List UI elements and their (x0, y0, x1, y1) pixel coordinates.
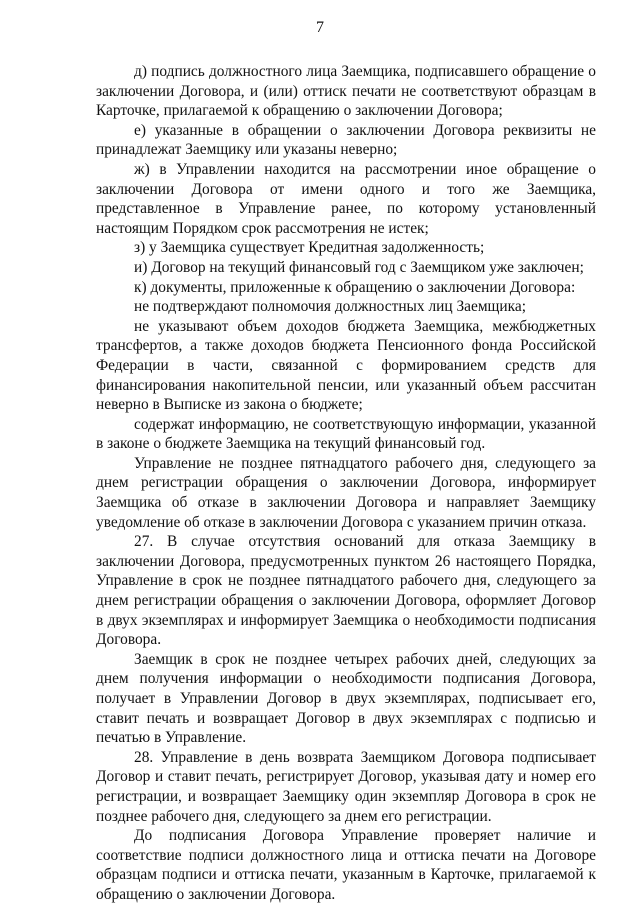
paragraph-item-k-mismatch: содержат информацию, не соответствующую информации, указанной в законе о бюджете Заемщика на текущий финансовый год. (96, 415, 596, 453)
paragraph-item-e: е) указанные в обращении о заключении Договора реквизиты не принадлежат Заемщику или указаны неверно; (96, 121, 596, 159)
paragraph-item-d: д) подпись должностного лица Заемщика, подписавшего обращение о заключении Договора, и (или) оттиск печати не соответствуют образцам в Карточке, прилагаемой к обращению о заключении Договора; (96, 63, 596, 120)
paragraph-section-27: 27. В случае отсутствия оснований для отказа Заемщику в заключении Договора, предусмотренных пунктом 26 настоящего Порядка, Управление в срок не позднее пятнадцатого рабочего дня, следующего за днем регистрации обращения о заключении Договора, оформляет Договор в двух экземплярах и информирует Заемщика о необходимости подписания Договора. (96, 533, 596, 649)
paragraph-section-28: 28. Управление в день возврата Заемщиком Договора подписывает Договор и ставит печать, регистрирует Договор, указывая дату и номер его регистрации, и возвращает Заемщику один экземпляр Договора в срок не позднее рабочего дня, следующего за днем его регистрации. (96, 748, 596, 825)
paragraph-borrower-signing: Заемщик в срок не позднее четырех рабочих дней, следующих за днем получения информации о необходимости подписания Договора, получает в Управлении Договор в двух экземплярах, подписывает его, ставит печать и возвращает Договор в двух экземплярах с подписью и печатью в Управление. (96, 650, 596, 747)
paragraph-item-z: з) у Заемщика существует Кредитная задолженность; (134, 239, 485, 257)
paragraph-item-i: и) Договор на текущий финансовый год с Заемщиком уже заключен; (134, 258, 584, 276)
page-number: 7 (316, 19, 324, 36)
paragraph-item-zh: ж) в Управлении находится на рассмотрении иное обращение о заключении Договора от имени одного и того же Заемщика, представленное в Управление ранее, по которому установленный настоящим Порядком срок рассмотрения не истек; (96, 160, 596, 237)
paragraph-refusal-notice: Управление не позднее пятнадцатого рабочего дня, следующего за днем регистрации обращения о заключении Договора, информирует Заемщика об отказе в заключении Договора и направляет Заемщику уведомление об отказе в заключении Договора с указанием причин отказа. (96, 454, 596, 531)
document-body (96, 62, 596, 905)
paragraph-signature-check: До подписания Договора Управление проверяет наличие и соответствие подписи должностного лица и оттиска печати на Договоре образцам подписи и оттиска печати, указанным в Карточке, прилагаемой к обращению о заключении Договора. (96, 827, 596, 903)
paragraph-item-k-authority: не подтверждают полномочия должностных лиц Заемщика; (134, 298, 526, 316)
paragraph-item-k: к) документы, приложенные к обращению о заключении Договора: (134, 278, 576, 296)
paragraph-item-k-revenue: не указывают объем доходов бюджета Заемщика, межбюджетных трансфертов, а также доходов бюджета Пенсионного фонда Российской Федерации в части, связанной с формированием средств для финансирования накопительной пенсии, или указанный объем рассчитан неверно в Выписке из закона о бюджете; (96, 317, 596, 414)
